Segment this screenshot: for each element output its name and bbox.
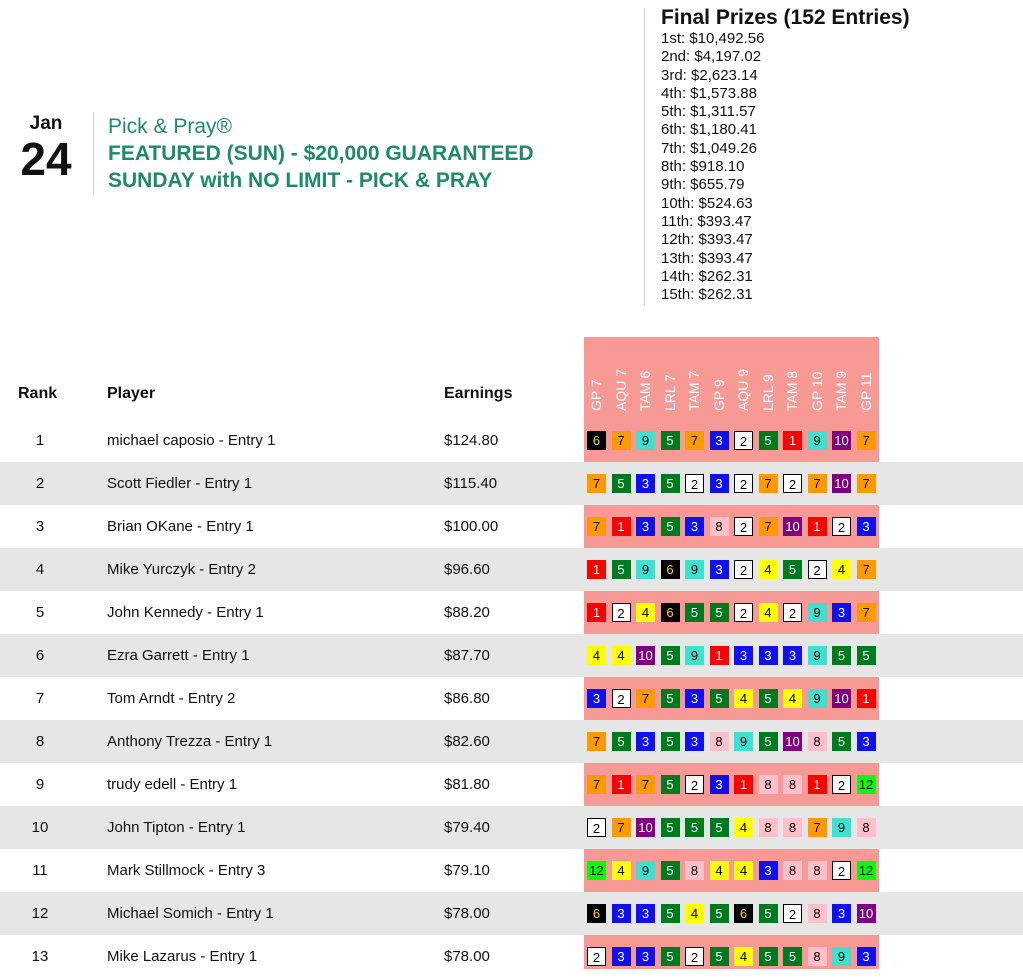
- pick-badge: 9: [808, 689, 827, 708]
- pick-badge: 7: [587, 732, 606, 751]
- race-column-header: [633, 337, 657, 415]
- earnings-cell: $100.00: [444, 518, 499, 535]
- prize-item: 14th: $262.31: [661, 267, 753, 285]
- earnings-cell: $78.00: [444, 905, 490, 922]
- pick-badge: 5: [612, 732, 631, 751]
- pick-badge: 5: [710, 947, 729, 966]
- pick-badge: 7: [808, 474, 827, 493]
- earnings-cell: $88.20: [444, 604, 490, 621]
- pick-badge: 2: [783, 904, 802, 923]
- player-name: Mark Stillmock - Entry 3: [107, 862, 266, 879]
- rank-cell: 13: [31, 948, 49, 965]
- pick-badge: 8: [857, 818, 876, 837]
- pick-badge: 7: [857, 560, 876, 579]
- race-label: TAM 8: [784, 370, 800, 411]
- pick-badge: 4: [734, 689, 753, 708]
- pick-badge: 5: [759, 689, 778, 708]
- table-row[interactable]: [0, 548, 1023, 591]
- earnings-cell: $82.60: [444, 733, 490, 750]
- pick-badge: 8: [808, 904, 827, 923]
- race-label: TAM 9: [833, 370, 849, 411]
- player-name: John Tipton - Entry 1: [107, 819, 246, 836]
- pick-badge: 5: [759, 732, 778, 751]
- rank-cell: 2: [35, 475, 45, 492]
- pick-badge: 4: [734, 818, 753, 837]
- player-name: Brian OKane - Entry 1: [107, 518, 254, 535]
- prize-item: 13th: $393.47: [661, 249, 753, 267]
- player-header: Player: [107, 385, 156, 402]
- prize-item: 2nd: $4,197.02: [661, 48, 762, 66]
- player-name: Tom Arndt - Entry 2: [107, 690, 236, 707]
- race-label: TAM 6: [637, 370, 653, 411]
- pick-badge: 3: [685, 732, 704, 751]
- pick-badge: 7: [857, 603, 876, 622]
- pick-badge: 2: [734, 517, 753, 536]
- pick-badge: 2: [832, 775, 851, 794]
- rank-cell: 4: [35, 561, 45, 578]
- pick-badge: 3: [612, 947, 631, 966]
- pick-badge: 4: [612, 861, 631, 880]
- player-name: Ezra Garrett - Entry 1: [107, 647, 250, 664]
- event-title-line-1: FEATURED (SUN) - $20,000 GUARANTEED: [108, 142, 534, 165]
- pick-badge: 5: [759, 947, 778, 966]
- prize-item: 12th: $393.47: [661, 231, 753, 249]
- pick-badge: 4: [612, 646, 631, 665]
- player-name: Mike Lazarus - Entry 1: [107, 948, 258, 965]
- pick-badge: 3: [710, 775, 729, 794]
- pick-badge: 2: [612, 603, 631, 622]
- pick-badge: 8: [759, 818, 778, 837]
- table-row[interactable]: [0, 591, 1023, 634]
- pick-badge: 5: [685, 603, 704, 622]
- pick-badge: 3: [832, 603, 851, 622]
- pick-badge: 3: [734, 646, 753, 665]
- prizes-title: Final Prizes (152 Entries): [661, 6, 910, 29]
- pick-badge: 3: [832, 904, 851, 923]
- pick-badge: 1: [734, 775, 753, 794]
- pick-badge: 2: [783, 603, 802, 622]
- pick-badge: 2: [734, 603, 753, 622]
- pick-badge: 4: [734, 947, 753, 966]
- prize-item: 9th: $655.79: [661, 176, 745, 194]
- pick-badge: 12: [857, 861, 876, 880]
- pick-badge: 9: [734, 732, 753, 751]
- table-row[interactable]: [0, 505, 1023, 548]
- event-title-line-2: SUNDAY with NO LIMIT - PICK & PRAY: [108, 169, 493, 192]
- race-column-header: [731, 337, 755, 415]
- pick-badge: 1: [710, 646, 729, 665]
- table-row[interactable]: [0, 720, 1023, 763]
- table-row[interactable]: [0, 462, 1023, 505]
- pick-badge: 1: [808, 775, 827, 794]
- pick-badge: 5: [661, 818, 680, 837]
- pick-badge: 7: [587, 517, 606, 536]
- pick-badge: 2: [734, 474, 753, 493]
- earnings-cell: $79.10: [444, 862, 490, 879]
- player-name: Mike Yurczyk - Entry 2: [107, 561, 256, 578]
- pick-badge: 2: [587, 947, 606, 966]
- pick-badge: 3: [685, 689, 704, 708]
- pick-badge: 9: [685, 646, 704, 665]
- pick-badge: 9: [832, 818, 851, 837]
- pick-badge: 1: [612, 517, 631, 536]
- pick-badge: 3: [783, 646, 802, 665]
- pick-badge: 8: [685, 861, 704, 880]
- pick-badge: 2: [685, 775, 704, 794]
- rank-cell: 12: [31, 905, 49, 922]
- pick-badge: 9: [685, 560, 704, 579]
- pick-badge: 10: [783, 517, 802, 536]
- pick-badge: 8: [783, 775, 802, 794]
- pick-badge: 3: [636, 517, 655, 536]
- table-row[interactable]: [0, 763, 1023, 806]
- pick-badge: 4: [734, 861, 753, 880]
- pick-badge: 12: [857, 775, 876, 794]
- rank-cell: 9: [35, 776, 45, 793]
- event-date: [14, 112, 78, 185]
- pick-badge: 5: [685, 818, 704, 837]
- rank-cell: 10: [31, 819, 49, 836]
- pick-badge: 5: [857, 646, 876, 665]
- pick-badge: 7: [808, 818, 827, 837]
- pick-badge: 2: [734, 431, 753, 450]
- race-label: GP 11: [857, 372, 874, 411]
- pick-badge: 5: [759, 904, 778, 923]
- player-name: John Kennedy - Entry 1: [107, 604, 264, 621]
- race-label: LRL 7: [661, 374, 678, 411]
- race-column-header: [756, 337, 780, 415]
- pick-badge: 5: [661, 474, 680, 493]
- pick-badge: 2: [587, 818, 606, 837]
- pick-badge: 12: [587, 861, 606, 880]
- table-row[interactable]: [0, 892, 1023, 935]
- race-label: TAM 7: [686, 370, 702, 411]
- pick-badge: 7: [587, 775, 606, 794]
- pick-badge: 2: [734, 560, 753, 579]
- pick-badge: 10: [832, 474, 851, 493]
- pick-badge: 10: [783, 732, 802, 751]
- race-column-header: [609, 337, 633, 415]
- prize-item: 15th: $262.31: [661, 286, 753, 304]
- pick-badge: 8: [808, 732, 827, 751]
- pick-badge: 4: [832, 560, 851, 579]
- pick-badge: 5: [661, 904, 680, 923]
- player-name: Scott Fiedler - Entry 1: [107, 475, 253, 492]
- final-prizes: [661, 6, 910, 304]
- pick-badge: 3: [857, 517, 876, 536]
- pick-badge: 5: [832, 646, 851, 665]
- earnings-cell: $115.40: [444, 475, 498, 492]
- pick-badge: 6: [661, 560, 680, 579]
- pick-badge: 8: [783, 861, 802, 880]
- prize-list: [661, 30, 910, 304]
- pick-badge: 8: [759, 775, 778, 794]
- race-label: AQU 7: [612, 368, 629, 411]
- earnings-cell: $87.70: [444, 647, 490, 664]
- player-name: trudy edell - Entry 1: [107, 776, 238, 793]
- pick-badge: 5: [710, 818, 729, 837]
- pick-badge: 3: [857, 732, 876, 751]
- race-label: GP 10: [808, 371, 825, 411]
- pick-badge: 2: [685, 474, 704, 493]
- pick-badge: 3: [857, 947, 876, 966]
- pick-badge: 6: [661, 603, 680, 622]
- rank-header: Rank: [18, 385, 58, 402]
- player-name: Anthony Trezza - Entry 1: [107, 733, 273, 750]
- rank-cell: 11: [32, 862, 48, 879]
- pick-badge: 7: [612, 818, 631, 837]
- pick-badge: 4: [636, 603, 655, 622]
- pick-badge: 9: [636, 560, 655, 579]
- pick-badge: 3: [759, 646, 778, 665]
- earnings-cell: $81.80: [444, 776, 490, 793]
- pick-badge: 9: [636, 431, 655, 450]
- pick-badge: 5: [783, 560, 802, 579]
- pick-badge: 9: [808, 431, 827, 450]
- pick-badge: 1: [783, 431, 802, 450]
- race-column-header: [854, 337, 878, 415]
- pick-badge: 3: [636, 474, 655, 493]
- pick-badge: 8: [710, 732, 729, 751]
- rank-cell: 7: [35, 690, 45, 707]
- earnings-cell: $124.80: [444, 432, 499, 449]
- pick-badge: 5: [783, 947, 802, 966]
- pick-badge: 5: [710, 904, 729, 923]
- player-name: michael caposio - Entry 1: [107, 432, 276, 449]
- pick-badge: 7: [685, 431, 704, 450]
- race-column-header: [584, 337, 608, 415]
- pick-badge: 10: [832, 431, 851, 450]
- pick-badge: 6: [587, 431, 606, 450]
- earnings-cell: $86.80: [444, 690, 490, 707]
- pick-badge: 4: [783, 689, 802, 708]
- race-column-header: [658, 337, 682, 415]
- pick-badge: 3: [587, 689, 606, 708]
- pick-badge: 2: [783, 474, 802, 493]
- table-row[interactable]: [0, 849, 1023, 892]
- table-row[interactable]: [0, 806, 1023, 849]
- pick-badge: 7: [587, 474, 606, 493]
- race-label: AQU 9: [735, 368, 751, 411]
- pick-badge: 3: [636, 732, 655, 751]
- pick-badge: 4: [587, 646, 606, 665]
- pick-badge: 1: [587, 603, 606, 622]
- event-title-block: [108, 114, 534, 194]
- pick-badge: 6: [734, 904, 753, 923]
- pick-badge: 7: [759, 474, 778, 493]
- prize-item: 1st: $10,492.56: [661, 30, 765, 47]
- race-column-header: [780, 337, 804, 415]
- pick-badge: 5: [661, 775, 680, 794]
- pick-badge: 9: [636, 861, 655, 880]
- pick-badge: 2: [832, 517, 851, 536]
- pick-badge: 9: [832, 947, 851, 966]
- earnings-cell: $96.60: [444, 561, 490, 578]
- prize-item: 11th: $393.47: [661, 212, 752, 230]
- pick-badge: 3: [759, 861, 778, 880]
- pick-badge: 2: [808, 560, 827, 579]
- race-column-header: [829, 337, 853, 415]
- pick-badge: 4: [710, 861, 729, 880]
- pick-badge: 1: [808, 517, 827, 536]
- race-label: GP 9: [710, 379, 727, 411]
- race-label: LRL 9: [759, 374, 776, 411]
- pick-badge: 5: [710, 603, 729, 622]
- divider: [644, 8, 645, 306]
- pick-badge: 4: [685, 904, 704, 923]
- pick-badge: 5: [661, 861, 680, 880]
- pick-badge: 3: [636, 947, 655, 966]
- pick-badge: 5: [759, 431, 778, 450]
- pick-badge: 8: [808, 947, 827, 966]
- race-column-header: [707, 337, 731, 415]
- rank-cell: 8: [35, 733, 45, 750]
- pick-badge: 8: [808, 861, 827, 880]
- pick-badge: 2: [685, 947, 704, 966]
- pick-badge: 4: [759, 560, 778, 579]
- event-day: 24: [20, 133, 72, 185]
- pick-badge: 10: [636, 818, 655, 837]
- divider: [93, 112, 94, 196]
- prize-item: 6th: $1,180.41: [661, 121, 757, 139]
- prize-item: 5th: $1,311.57: [661, 103, 756, 121]
- pick-badge: 7: [857, 431, 876, 450]
- pick-badge: 5: [661, 689, 680, 708]
- earnings-cell: $78.00: [444, 948, 490, 965]
- prize-item: 8th: $918.10: [661, 158, 745, 176]
- pick-badge: 5: [832, 732, 851, 751]
- pick-badge: 9: [808, 603, 827, 622]
- pick-badge: 5: [710, 689, 729, 708]
- pick-badge: 3: [710, 431, 729, 450]
- table-row[interactable]: [0, 677, 1023, 720]
- pick-badge: 7: [857, 474, 876, 493]
- pick-badge: 8: [783, 818, 802, 837]
- earnings-cell: $79.40: [444, 819, 490, 836]
- pick-badge: 7: [636, 689, 655, 708]
- pick-badge: 3: [612, 904, 631, 923]
- pick-badge: 5: [612, 560, 631, 579]
- pick-badge: 1: [612, 775, 631, 794]
- rank-cell: 3: [35, 518, 45, 535]
- table-row[interactable]: [0, 634, 1023, 677]
- prize-item: 10th: $524.63: [661, 194, 753, 212]
- prize-item: 3rd: $2,623.14: [661, 66, 758, 84]
- pick-badge: 5: [661, 517, 680, 536]
- pick-badge: 3: [636, 904, 655, 923]
- race-column-header: [682, 337, 706, 415]
- pick-badge: 3: [710, 474, 729, 493]
- pick-badge: 2: [612, 689, 631, 708]
- pick-badge: 1: [587, 560, 606, 579]
- pick-badge: 5: [612, 474, 631, 493]
- pick-badge: 5: [661, 431, 680, 450]
- event-month: Jan: [29, 113, 63, 134]
- race-label: GP 7: [588, 379, 604, 411]
- pick-badge: 6: [587, 904, 606, 923]
- pick-badge: 3: [710, 560, 729, 579]
- race-column-header: [805, 337, 829, 415]
- brand-name: Pick & Pray®: [108, 115, 233, 138]
- pick-badge: 8: [710, 517, 729, 536]
- prize-item: 7th: $1,049.26: [661, 139, 757, 157]
- table-row[interactable]: [0, 935, 1023, 978]
- pick-badge: 4: [759, 603, 778, 622]
- pick-badge: 2: [832, 861, 851, 880]
- pick-badge: 10: [832, 689, 851, 708]
- pick-badge: 5: [661, 947, 680, 966]
- prize-item: 4th: $1,573.88: [661, 84, 757, 102]
- earnings-header: Earnings: [444, 385, 513, 402]
- pick-badge: 7: [759, 517, 778, 536]
- pick-badge: 10: [857, 904, 876, 923]
- rank-cell: 1: [35, 432, 45, 449]
- pick-badge: 10: [636, 646, 655, 665]
- pick-badge: 5: [661, 646, 680, 665]
- rank-cell: 5: [35, 604, 45, 621]
- pick-badge: 5: [661, 732, 680, 751]
- pick-badge: 7: [636, 775, 655, 794]
- pick-badge: 9: [808, 646, 827, 665]
- pick-badge: 1: [857, 689, 876, 708]
- pick-badge: 7: [612, 431, 631, 450]
- table-row[interactable]: [0, 419, 1023, 462]
- rank-cell: 6: [35, 647, 45, 664]
- player-name: Michael Somich - Entry 1: [107, 905, 274, 922]
- pick-badge: 3: [685, 517, 704, 536]
